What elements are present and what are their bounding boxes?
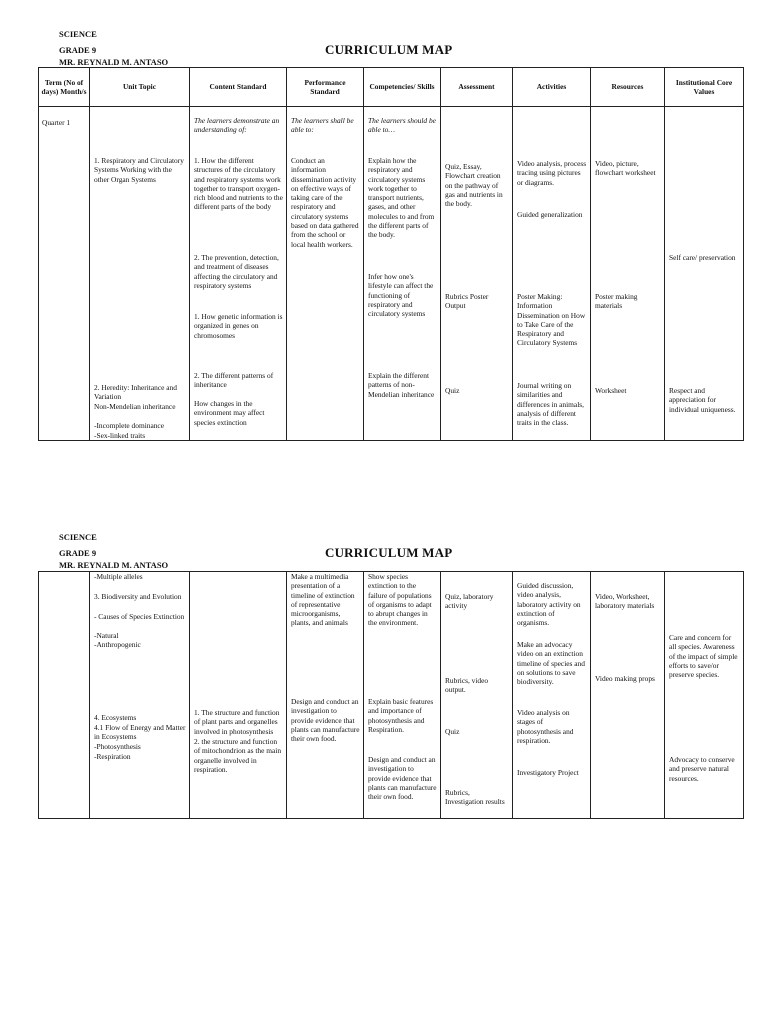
- cs-item-4: 2. The different patterns of inheritance: [194, 371, 274, 390]
- cs-item-5: How changes in the environment may affect species extinction: [194, 399, 265, 427]
- res-item-3: Worksheet: [595, 386, 627, 395]
- page-2: [0, 512, 768, 1024]
- subject-label: SCIENCE: [59, 29, 97, 39]
- col-core-values: Institutional Core Values: [665, 68, 744, 107]
- assess-item-1: Quiz, laboratory activity: [445, 592, 494, 611]
- unit-topic-2c: -Incomplete dominance: [94, 421, 164, 430]
- res-item-1: Video, picture, flowchart worksheet: [595, 159, 656, 178]
- col-competencies: Competencies/ Skills: [364, 68, 441, 107]
- term-cell: [39, 572, 90, 819]
- assessment-cell: [441, 107, 513, 441]
- page-title: CURRICULUM MAP: [325, 42, 453, 57]
- col-assessment: Assessment: [441, 68, 513, 107]
- act-item-3: Video analysis on stages of photosynthesis and respiration.: [517, 708, 574, 745]
- unit-topic-3: 3. Biodiversity and Evolution: [94, 592, 182, 601]
- res-item-1: Video, Worksheet, laboratory materials: [595, 592, 655, 611]
- unit-topic-4: 4. Ecosystems: [94, 713, 137, 722]
- comp-intro: The learners should be able to…: [368, 116, 436, 135]
- unit-topic-4b: 4.1 Flow of Energy and Matter in Ecosystems: [94, 723, 186, 742]
- activities-cell: [513, 572, 591, 819]
- val-item-1: Self care/ preservation: [669, 253, 736, 262]
- content-standard-cell: [190, 572, 287, 819]
- act-item-2: Guided generalization: [517, 210, 583, 219]
- term-quarter: Quarter 1: [42, 118, 71, 127]
- act-item-1: Video analysis, process tracing using pictures or diagrams.: [517, 159, 587, 187]
- curriculum-table-1: [38, 67, 744, 441]
- cs-item-2: 2. the structure and function of mitochondrion as the main organelle involved in respiration.: [194, 737, 282, 774]
- act-item-2: Make an advocacy video on an extinction timeline of species and on solutions to save biodiversity.: [517, 640, 585, 687]
- cs-item-1: 1. The structure and function of plant parts and organelles involved in photosynthesis: [194, 708, 280, 736]
- curriculum-table-2: [38, 571, 744, 819]
- comp-item-2: Infer how one's lifestyle can affect the functioning of respiratory and circulatory systems: [368, 272, 434, 319]
- col-unit-topic: Unit Topic: [90, 68, 190, 107]
- col-performance-standard: Performance Standard: [287, 68, 364, 107]
- col-activities: Activities: [513, 68, 591, 107]
- assess-item-3: Quiz: [445, 727, 460, 736]
- assess-item-4: Rubrics, Investigation results: [445, 788, 505, 807]
- unit-topic-3c: -Natural: [94, 631, 119, 640]
- performance-standard-cell: [287, 572, 364, 819]
- ps-intro: The learners shall be able to:: [291, 116, 354, 135]
- teacher-label: MR. REYNALD M. ANTASO: [59, 560, 169, 570]
- core-values-cell: [665, 572, 744, 819]
- act-item-4: Investigatory Project: [517, 768, 579, 777]
- unit-topic-cell: [90, 572, 190, 819]
- activities-cell: [513, 107, 591, 441]
- act-item-1: Guided discussion, video analysis, laboratory activity on extinction of organisms.: [517, 581, 581, 628]
- unit-topic-2: 2. Heredity: Inheritance and Variation: [94, 383, 177, 402]
- assess-item-3: Quiz: [445, 386, 460, 395]
- unit-topic-3b: - Causes of Species Extinction: [94, 612, 185, 621]
- unit-topic-2d: -Sex-linked traits: [94, 431, 146, 440]
- col-term: Term (No of days) Month/s: [39, 68, 90, 107]
- unit-topic-2b: Non-Mendelian inheritance: [94, 402, 176, 411]
- comp-item-1: Show species extinction to the failure of populations of organisms to adapt to abrupt changes in the environment.: [368, 572, 432, 628]
- subject-label: SCIENCE: [59, 532, 97, 542]
- assess-item-2: Rubrics Poster Output: [445, 292, 489, 311]
- comp-item-3: Explain the different patterns of non-Mendelian inheritance: [368, 371, 435, 399]
- ps-item-2: Design and conduct an investigation to provide evidence that plants can manufacture their own food.: [291, 697, 360, 744]
- teacher-label: MR. REYNALD M. ANTASO: [59, 57, 169, 67]
- competencies-cell: [364, 107, 441, 441]
- val-item-2: Respect and appreciation for individual uniqueness.: [669, 386, 736, 414]
- content-standard-cell: [190, 107, 287, 441]
- core-values-cell: [665, 107, 744, 441]
- unit-topic-a: -Multiple alleles: [94, 572, 143, 581]
- col-content-standard: Content Standard: [190, 68, 287, 107]
- res-item-2: Video making props: [595, 674, 655, 683]
- comp-item-2: Explain basic features and importance of photosynthesis and Respiration.: [368, 697, 434, 734]
- resources-cell: [591, 572, 665, 819]
- assess-item-1: Quiz, Essay, Flowchart creation on the pathway of gas and nutrients in the body.: [445, 162, 503, 209]
- comp-item-3: Design and conduct an investigation to provide evidence that plants can manufacture their own food.: [368, 755, 437, 802]
- unit-topic-4c: -Photosynthesis: [94, 742, 141, 751]
- cs-item-2: 2. The prevention, detection, and treatment of diseases affecting the circulatory and respiratory systems: [194, 253, 279, 290]
- act-item-3: Poster Making: Information Dissemination on How to Take Care of the Respiratory and Circulatory Systems: [517, 292, 586, 348]
- ps-item-1: Conduct an information dissemination activity on effective ways of taking care of the respiratory and circulatory systems based on data gathered from the school or local health workers.: [291, 156, 359, 249]
- act-item-4: Journal writing on similarities and differences in animals, analysis of different traits in the class.: [517, 381, 584, 428]
- col-resources: Resources: [591, 68, 665, 107]
- performance-standard-cell: [287, 107, 364, 441]
- unit-topic-cell: [90, 107, 190, 441]
- competencies-cell: [364, 572, 441, 819]
- cs-item-3: 1. How genetic information is organized in genes on chromosomes: [194, 312, 283, 340]
- resources-cell: [591, 107, 665, 441]
- val-item-2: Advocacy to conserve and preserve natural resources.: [669, 755, 735, 783]
- comp-item-1: Explain how the respiratory and circulatory systems work together to transport nutrients, gases, and other molecules to and from the different parts of the body.: [368, 156, 435, 240]
- unit-topic-1: 1. Respiratory and Circulatory Systems Working with the other Organ Systems: [94, 156, 184, 184]
- assess-item-2: Rubrics, video output.: [445, 676, 489, 695]
- cs-item-1: 1. How the different structures of the circulatory and respiratory systems work together to transport oxygen-rich blood and nutrients to the different parts of the body: [194, 156, 283, 212]
- ps-item-1: Make a multimedia presentation of a timeline of extinction of representative microorganisms, plants, and animals: [291, 572, 355, 628]
- assessment-cell: [441, 572, 513, 819]
- term-cell: [39, 107, 90, 441]
- grade-label: GRADE 9: [59, 45, 97, 55]
- val-item-1: Care and concern for all species. Awareness of the impact of simple efforts to save/or preserve species.: [669, 633, 738, 680]
- unit-topic-3d: -Anthropogenic: [94, 640, 141, 649]
- grade-label: GRADE 9: [59, 548, 97, 558]
- page-title: CURRICULUM MAP: [325, 545, 453, 560]
- unit-topic-4d: -Respiration: [94, 752, 131, 761]
- res-item-2: Poster making materials: [595, 292, 638, 311]
- cs-intro: The learners demonstrate an understanding of:: [194, 116, 280, 135]
